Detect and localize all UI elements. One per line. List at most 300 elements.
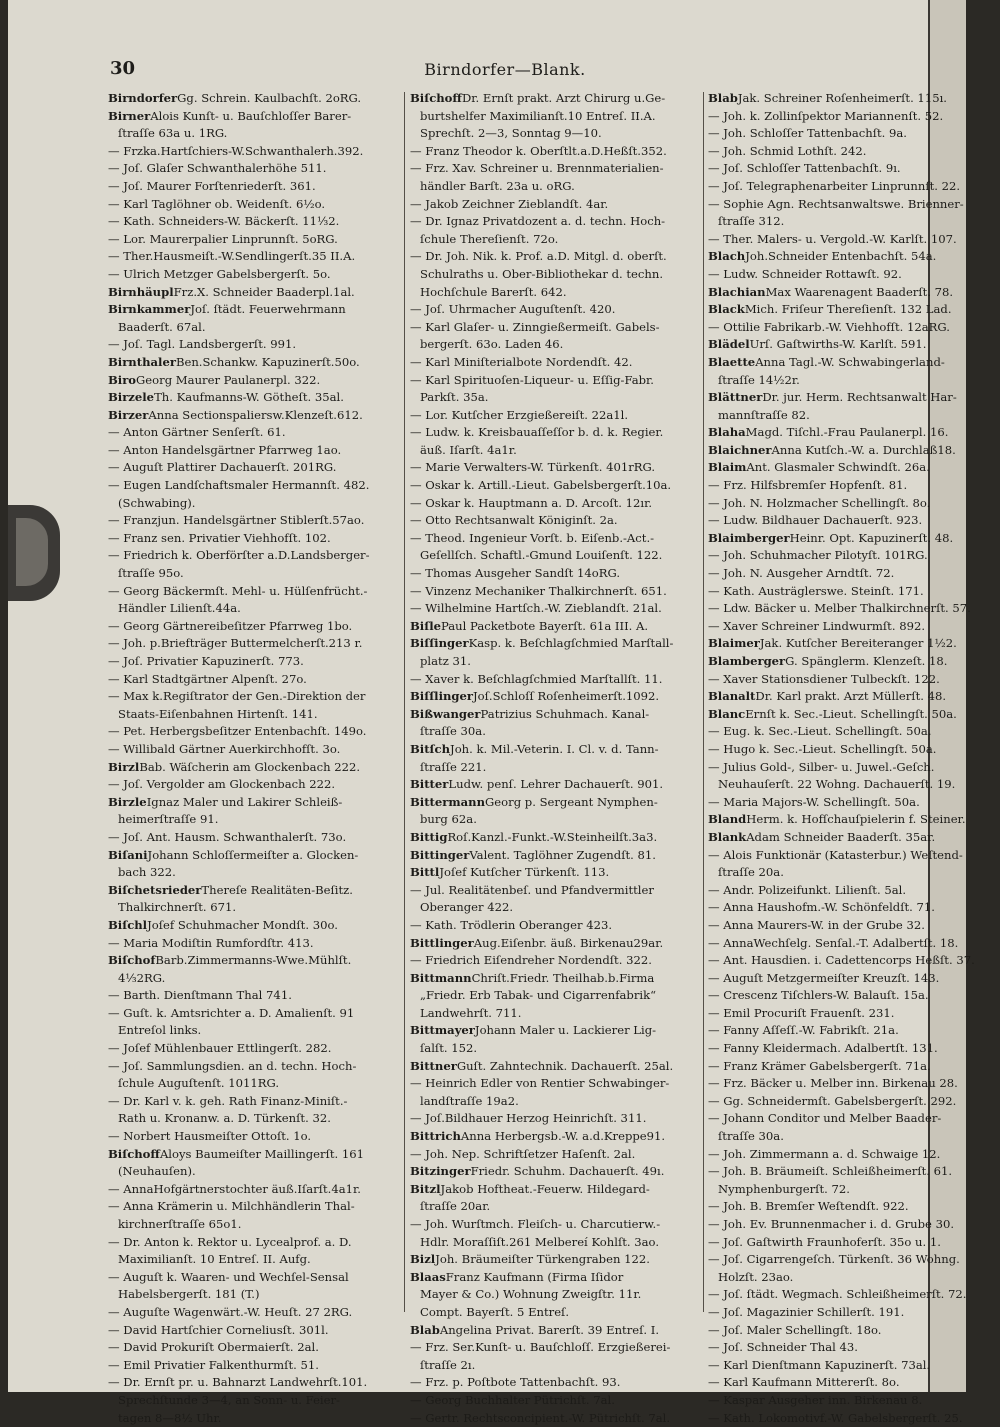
- directory-line: [108, 1146, 400, 1164]
- surname: Bland: [708, 812, 747, 827]
- directory-line: [410, 1392, 700, 1410]
- entry-text: Neuhauſerſt. 22 Wohng. Dachauerſt. 19.: [718, 777, 956, 792]
- entry-text: ſtraſſe 14½2r.: [718, 372, 800, 387]
- surname: Blaichner: [708, 442, 772, 457]
- directory-line: [410, 776, 700, 794]
- surname: Biſchof: [108, 953, 156, 968]
- directory-line: [410, 706, 700, 724]
- directory-line: [108, 1128, 400, 1146]
- entry-text: — Franzjun. Handelsgärtner Stiblerſt.57ao.: [108, 513, 365, 528]
- column-2: [410, 90, 700, 1425]
- entry-text: Anna Sectionspaliersw.Klenzeſt.612.: [148, 407, 363, 422]
- directory-line: [108, 1339, 400, 1357]
- entry-text: Landwehrſt. 711.: [420, 1005, 522, 1020]
- entry-text: — Willibald Gärtner Auerkirchhofſt. 3o.: [108, 741, 341, 756]
- entry-text: — Friedrich k. Oberförſter a.D.Landsberger-: [108, 548, 370, 563]
- surname: Bißwanger: [410, 706, 481, 721]
- directory-line: [108, 1322, 400, 1340]
- directory-line: [108, 1005, 400, 1023]
- directory-line: [410, 635, 700, 653]
- directory-line: [410, 108, 700, 126]
- entry-text: — Emil Procuriſt Frauenſt. 231.: [708, 1005, 895, 1020]
- entry-text: — Franz Theodor k. Oberſtlt.a.D.Heßſt.352.: [410, 143, 667, 158]
- entry-text: — Anton Handelsgärtner Pfarrweg 1ao.: [108, 442, 342, 457]
- directory-line: [708, 477, 964, 495]
- surname: Biſchetsrieder: [108, 882, 202, 897]
- directory-line: [708, 688, 964, 706]
- surname: Blanalt: [708, 689, 756, 704]
- surname: Bittner: [410, 1058, 457, 1073]
- entry-text: Barb.Zimmermanns-Wwe.Mühlſt.: [155, 953, 352, 968]
- directory-line: [708, 1322, 964, 1340]
- directory-line: [708, 970, 964, 988]
- entry-text: — Frz. Xav. Schreiner u. Brennmaterialien-: [410, 161, 664, 176]
- entry-text: Jak. Kutſcher Bereiteranger 1½2.: [759, 636, 957, 651]
- surname: Bittl: [410, 865, 440, 880]
- directory-line: [410, 618, 700, 636]
- entry-text: ſtraſſe 312.: [718, 214, 785, 229]
- entry-text: Jakob Hoftheat.-Feuerw. Hildegard-: [440, 1181, 650, 1196]
- entry-text: — Lor. Kutſcher Erzgießereiſt. 22a1l.: [410, 407, 629, 422]
- entry-text: — Guſt. k. Amtsrichter a. D. Amalienſt. 91: [108, 1005, 355, 1020]
- directory-line: [708, 723, 964, 741]
- entry-text: — Norbert Hausmeiſter Ottoſt. 1o.: [108, 1129, 312, 1144]
- entry-text: — Xaver k. Beſchlagſchmied Marſtallſt. 11.: [410, 671, 663, 686]
- directory-line: [410, 248, 700, 266]
- surname: Blaimer: [708, 636, 760, 651]
- entry-text: Jak. Schreiner Roſenheimerſt. 115ı.: [737, 91, 947, 105]
- running-head: Birndorfer—Blank.: [424, 60, 586, 79]
- directory-line: [108, 583, 400, 601]
- directory-line: [708, 178, 964, 196]
- surname: Bittmann: [410, 970, 472, 985]
- directory-line: [410, 1040, 700, 1058]
- entry-text: Thereſe Realitäten-Beſitz.: [201, 882, 353, 897]
- surname: Blättner: [708, 390, 763, 405]
- surname: Birnthaler: [108, 354, 176, 369]
- entry-text: Johann Schloſſermeiſter a. Glocken-: [147, 847, 359, 862]
- directory-line: [410, 864, 700, 882]
- directory-line: [108, 741, 400, 759]
- entry-text: — Pet. Herbergsbeſitzer Entenbachſt. 149o.: [108, 724, 367, 739]
- directory-line: [108, 847, 400, 865]
- surname: Biſchoff: [410, 91, 462, 105]
- directory-line: [708, 1058, 964, 1076]
- entry-text: Anna Tagl.-W. Schwabingerland-: [755, 354, 945, 369]
- entry-text: — Ldw. Bäcker u. Melber Thalkirchnerſt. 57.: [708, 601, 971, 616]
- directory-line: [708, 1357, 964, 1375]
- directory-line: [708, 952, 975, 970]
- entry-text: — Franz Krämer Gabelsbergerſt. 71a.: [708, 1058, 931, 1073]
- entry-text: — Ant. Hausdien. i. Cadettencorps Heßſt. 37.: [708, 953, 975, 968]
- directory-line: [410, 1286, 700, 1304]
- directory-line: [708, 389, 964, 407]
- entry-text: — Heinrich Edler von Rentier Schwabinger-: [410, 1076, 670, 1091]
- entry-text: — Fanny Kleidermach. Adalbertſt. 131.: [708, 1041, 938, 1056]
- directory-line: [708, 1163, 964, 1181]
- directory-line: [708, 213, 964, 231]
- directory-line: [108, 723, 400, 741]
- directory-line: [410, 759, 700, 777]
- surname: Birzl: [108, 759, 140, 774]
- directory-line: [108, 829, 400, 847]
- directory-line: [410, 1216, 700, 1234]
- column-rule: [404, 92, 405, 1312]
- entry-text: — Xaver Stationsdiener Tulbeckſt. 122.: [708, 671, 940, 686]
- directory-line: [410, 970, 700, 988]
- entry-text: — Ottilie Fabrikarb.-W. Viehhofſt. 12aRG.: [708, 319, 950, 334]
- entry-text: Valent. Taglöhner Zugendſt. 81.: [469, 847, 656, 862]
- directory-line: [708, 442, 964, 460]
- directory-line: [708, 530, 964, 548]
- entry-text: — Theod. Ingenieur Vorſt. b. Eiſenb.-Act.-: [410, 530, 655, 545]
- directory-line: [708, 635, 964, 653]
- entry-text: — Kaspar Ausgeher inn. Birkenau 8.: [708, 1392, 923, 1407]
- entry-text: — Frzka.Hartſchiers-W.Schwanthalerh.392.: [108, 143, 364, 158]
- entry-text: — Dr. Anton k. Rektor u. Lycealprof. a. D.: [108, 1234, 352, 1249]
- entry-text: — Joſ. Cigarrengeſch. Türkenſt. 36 Wohng.: [708, 1252, 960, 1267]
- directory-line: [108, 776, 400, 794]
- entry-text: — Karl Taglöhner ob. Weidenſt. 6½o.: [108, 196, 326, 211]
- directory-line: [708, 935, 964, 953]
- directory-line: [410, 495, 700, 513]
- entry-text: — Max k.Regiſtrator der Gen.-Direktion der: [108, 689, 366, 704]
- directory-line: [410, 301, 700, 319]
- entry-text: Ignaz Maler und Lakirer Schleiß-: [146, 794, 343, 809]
- entry-text: Chriſt.Friedr. Theilhab.b.Firma: [471, 970, 655, 985]
- entry-text: — Emil Privatier Falkenthurmſt. 51.: [108, 1357, 319, 1372]
- directory-line: [708, 1198, 964, 1216]
- directory-line: [108, 1410, 400, 1427]
- surname: Bittrich: [410, 1129, 461, 1144]
- entry-text: Kasp. k. Beſchlagſchmied Marſtall-: [468, 636, 674, 651]
- entry-text: — Eugen Landſchaftsmaler Hermannſt. 482.: [108, 478, 370, 493]
- entry-text: Sprechſtunde 3—4, an Sonn- u. Feier-: [118, 1392, 340, 1407]
- directory-line: [708, 1304, 964, 1322]
- directory-line: [108, 213, 400, 231]
- directory-line: [108, 935, 400, 953]
- directory-line: [108, 160, 400, 178]
- entry-text: — Ther. Malers- u. Vergold.-W. Karlſt. 107.: [708, 231, 957, 246]
- directory-line: [108, 952, 400, 970]
- entry-text: Alois Kunſt- u. Bauſchloſſer Barer-: [150, 108, 352, 123]
- entry-text: — Joh. Schmid Lothſt. 242.: [708, 143, 867, 158]
- entry-text: Oberanger 422.: [420, 900, 514, 915]
- directory-line: [708, 1269, 964, 1287]
- directory-line: [708, 266, 964, 284]
- surname: Bitter: [410, 777, 449, 792]
- directory-line: [108, 671, 400, 689]
- entry-text: — Georg Bäckermſt. Mehl- u. Hülſenfrücht.-: [108, 583, 368, 598]
- surname: Bittlinger: [410, 935, 474, 950]
- entry-text: — Oskar k. Artill.-Lieut. Gabelsbergerſt.10a.: [410, 478, 672, 493]
- entry-text: — Joſ. Privatier Kapuzinerſt. 773.: [108, 654, 304, 668]
- entry-text: G. Spänglerm. Klenzeſt. 18.: [785, 654, 948, 668]
- directory-line: [708, 1181, 964, 1199]
- entry-text: — Joſ. Magazinier Schillerſt. 191.: [708, 1304, 905, 1319]
- directory-line: [108, 794, 400, 812]
- directory-line: [410, 512, 700, 530]
- directory-line: [410, 723, 700, 741]
- directory-line: [410, 336, 700, 354]
- entry-text: — Auguſt Plattirer Dachauerſt. 201RG.: [108, 460, 337, 475]
- entry-text: — Joh. N. Holzmacher Schellingſt. 8o.: [708, 495, 931, 510]
- entry-text: — Auguſt k. Waaren- und Wechſel-Sensal: [108, 1269, 349, 1284]
- entry-text: Aug.Eiſenbr. äuß. Birkenau29ar.: [473, 935, 664, 950]
- directory-line: [410, 899, 700, 917]
- entry-text: Habelsbergerſt. 181 (T.): [118, 1287, 260, 1302]
- directory-line: [708, 125, 964, 143]
- entry-text: Franz Kaufmann (Firma Iſidor: [445, 1269, 624, 1284]
- entry-text: Herm. k. Hofſchauſpielerin f. Steiner.: [746, 812, 966, 827]
- directory-line: [108, 248, 400, 266]
- directory-line: [708, 143, 964, 161]
- directory-line: [108, 618, 400, 636]
- directory-line: [410, 547, 700, 565]
- directory-line: [108, 231, 400, 249]
- directory-line: [108, 1181, 400, 1199]
- entry-text: — Joſ. Ant. Hausm. Schwanthalerſt. 73o.: [108, 829, 347, 844]
- entry-text: ſchule Thereſienſt. 72o.: [420, 231, 559, 246]
- directory-line: [708, 459, 964, 477]
- directory-line: [410, 1198, 700, 1216]
- entry-text: — Thomas Ausgeher Sandſt 14oRG.: [410, 566, 621, 581]
- directory-line: [108, 284, 400, 302]
- entry-text: — Joh. p.Briefträger Buttermelcherſt.213 r.: [108, 636, 363, 651]
- entry-text: Patrizius Schuhmach. Kanal-: [480, 706, 650, 721]
- directory-line: [708, 231, 964, 249]
- entry-text: — David Hartſchier Corneliusſt. 301l.: [108, 1322, 329, 1337]
- entry-text: Max Waarenagent Baaderſt. 78.: [765, 284, 954, 299]
- surname: Blanc: [708, 706, 746, 721]
- entry-text: Hdlr. Moraſſiſt.261 Melbereí Kohlſt. 3ao.: [420, 1234, 660, 1249]
- entry-text: — Auguſt Metzgermeiſter Kreuzſt. 143.: [708, 970, 940, 985]
- entry-text: Hochſchule Barerſt. 642.: [420, 284, 567, 299]
- surname: Bitſch: [410, 741, 451, 756]
- directory-line: [410, 1163, 700, 1181]
- entry-text: — Andr. Polizeifunkt. Lilienſt. 5al.: [708, 882, 907, 897]
- surname: Blamberger: [708, 654, 786, 668]
- directory-line: [708, 1374, 964, 1392]
- entry-text: — Joſ. Schneider Thal 43.: [708, 1340, 858, 1355]
- directory-line: [410, 829, 700, 847]
- entry-text: Staats-Eiſenbahnen Hirtenſt. 141.: [118, 706, 318, 721]
- surname: Blaas: [410, 1269, 446, 1284]
- surname: Bitzl: [410, 1181, 441, 1196]
- directory-line: [108, 706, 400, 724]
- entry-text: — Frz. Ser.Kunſt- u. Bauſchloſſ. Erzgießerei-: [410, 1340, 671, 1355]
- entry-text: — Ulrich Metzger Gabelsbergerſt. 5o.: [108, 266, 331, 281]
- directory-line: [708, 671, 964, 689]
- surname: Blaette: [708, 354, 756, 369]
- entry-text: — Hugo k. Sec.-Lieut. Schellingſt. 50a.: [708, 741, 937, 756]
- directory-line: [108, 1286, 400, 1304]
- directory-line: [410, 530, 700, 548]
- directory-line: [708, 512, 964, 530]
- entry-text: — Friedrich Eiſendreher Nordendſt. 322.: [410, 953, 652, 968]
- entry-text: Rath u. Kronanw. a. D. Türkenſt. 32.: [118, 1111, 331, 1126]
- entry-text: Nymphenburgerſt. 72.: [718, 1181, 850, 1196]
- entry-text: Magd. Tiſchl.-Frau Paulanerpl. 16.: [745, 425, 949, 440]
- directory-line: [410, 477, 700, 495]
- entry-text: ſchule Auguſtenſt. 1011RG.: [118, 1076, 280, 1091]
- directory-line: [108, 970, 400, 988]
- surname: Blach: [708, 249, 746, 264]
- entry-text: — Joſ. Sammlungsdien. an d. techn. Hoch-: [108, 1058, 357, 1073]
- entry-text: Mich. Friſeur Thereſienſt. 132 Lad.: [744, 302, 952, 317]
- binder-clip-inner: [16, 518, 48, 586]
- entry-text: Ben.Schankw. Kapuzinerſt.50o.: [175, 354, 360, 369]
- entry-text: — Johann Conditor und Melber Baader-: [708, 1111, 942, 1126]
- directory-line: [108, 1216, 400, 1234]
- entry-text: Parkſt. 35a.: [420, 390, 489, 405]
- entry-text: Ludw. penſ. Lehrer Dachauerſt. 901.: [448, 777, 664, 792]
- directory-line: [410, 1269, 700, 1287]
- entry-text: — Joh. Schuhmacher Pilotyſt. 101RG.: [708, 548, 928, 563]
- entry-text: — Joh. N. Ausgeher Arndtſt. 72.: [708, 566, 895, 581]
- directory-line: [108, 143, 400, 161]
- entry-text: Heinr. Opt. Kapuzinerſt. 48.: [789, 530, 954, 545]
- surname: Bitzinger: [410, 1164, 471, 1179]
- entry-text: Mayer & Co.) Wohnung Zweigſtr. 11r.: [420, 1287, 642, 1302]
- entry-text: Händler Lilienſt.44a.: [118, 601, 241, 616]
- directory-line: [410, 143, 700, 161]
- directory-line: [108, 1075, 400, 1093]
- surname: Blank: [708, 829, 747, 844]
- entry-text: — Jul. Realitätenbeſ. und Pfandvermittler: [410, 882, 654, 897]
- directory-line: [410, 935, 700, 953]
- entry-text: Joh. Bräumeiſter Türkengraben 122.: [435, 1252, 650, 1267]
- directory-line: [410, 407, 700, 425]
- entry-text: — Karl Miniſterialbote Nordendſt. 42.: [410, 354, 633, 369]
- directory-line: [108, 1040, 400, 1058]
- surname: Biſſinger: [410, 636, 469, 651]
- column-3: [708, 90, 975, 1425]
- entry-text: — Kath. Trödlerin Oberanger 423.: [410, 917, 613, 932]
- directory-line: [410, 90, 700, 108]
- entry-text: — Dr. Ignaz Privatdozent a. d. techn. Hoch-: [410, 214, 666, 229]
- entry-text: — Joh. B. Bremſer Weſtendſt. 922.: [708, 1199, 909, 1214]
- directory-line: [108, 196, 400, 214]
- entry-text: — Anton Gärtner Senſerſt. 61.: [108, 425, 286, 440]
- entry-text: — Joſ.Bildhauer Herzog Heinrichſt. 311.: [410, 1111, 647, 1126]
- directory-line: [108, 1234, 400, 1252]
- directory-line: [108, 389, 400, 407]
- directory-line: [708, 90, 964, 108]
- entry-text: Joh.Schneider Entenbachſt. 54a.: [745, 249, 937, 264]
- surname: Blab: [410, 1322, 440, 1337]
- directory-line: [108, 688, 400, 706]
- surname: Bittermann: [410, 794, 486, 809]
- entry-text: — Anna Haushofm.-W. Schönfeldſt. 71.: [708, 900, 935, 915]
- directory-line: [108, 354, 400, 372]
- entry-text: — Gg. Schneidermſt. Gabelsbergerſt. 292.: [708, 1093, 957, 1108]
- directory-line: [410, 424, 700, 442]
- entry-text: — Marie Verwalters-W. Türkenſt. 401rRG.: [410, 460, 656, 475]
- entry-text: — Lor. Maurerpalier Linprunnſt. 5oRG.: [108, 231, 338, 246]
- entry-text: — AnnaWechſelg. Senſal.-T. Adalbertſt. 18.: [708, 935, 959, 950]
- entry-text: — Dr. Ernſt pr. u. Bahnarzt Landwehrſt.101.: [108, 1375, 368, 1390]
- surname: Birndorfer: [108, 91, 178, 105]
- directory-line: [708, 336, 964, 354]
- entry-text: — Ther.Hausmeiſt.-W.Sendlingerſt.35 II.A.: [108, 249, 356, 264]
- directory-line: [108, 1198, 400, 1216]
- entry-text: — Karl Kaufmann Mittererſt. 8o.: [708, 1375, 900, 1390]
- surname: Biſle: [410, 618, 441, 633]
- directory-line: [708, 917, 964, 935]
- directory-line: [708, 987, 964, 1005]
- surname: Blachian: [708, 284, 766, 299]
- directory-line: [108, 319, 400, 337]
- directory-line: [410, 952, 700, 970]
- directory-line: [108, 372, 400, 390]
- directory-line: [410, 213, 700, 231]
- entry-text: — Fanny Aſſeſſ.-W. Fabrikſt. 21a.: [708, 1023, 899, 1038]
- entry-text: Maximilianſt. 10 Entreſ. II. Aufg.: [118, 1252, 311, 1267]
- directory-line: [108, 1110, 400, 1128]
- entry-text: Joſ. ſtädt. Feuerwehrmann: [190, 302, 346, 317]
- entry-text: — Joh. Ev. Brunnenmacher i. d. Grube 30.: [708, 1217, 955, 1231]
- directory-line: [708, 583, 964, 601]
- entry-text: — Joh. B. Bräumeiſt. Schleißheimerſt. 61.: [708, 1164, 953, 1179]
- page-number: 30: [110, 58, 136, 79]
- directory-line: [708, 1040, 964, 1058]
- entry-text: ſtraſſe 221.: [420, 759, 487, 774]
- entry-text: ſtraſſe 2ı.: [420, 1357, 476, 1372]
- entry-text: — Frz. Hilfsbremſer Hopfenſt. 81.: [708, 478, 908, 493]
- entry-text: — Alois Funktionär (Katasterbur.) Weſtend-: [708, 847, 963, 862]
- entry-text: Joh. k. Mil.-Veterin. I. Cl. v. d. Tann-: [450, 741, 659, 756]
- directory-line: [708, 1128, 964, 1146]
- directory-line: [708, 1075, 964, 1093]
- directory-line: [708, 160, 964, 178]
- entry-text: „Friedr. Erb Tabak- und Cigarrenfabrik“: [420, 988, 657, 1003]
- directory-line: [410, 1339, 700, 1357]
- directory-line: [410, 671, 700, 689]
- entry-text: — Oskar k. Hauptmann a. D. Arcoſt. 12ır.: [410, 495, 653, 510]
- surname: Bittig: [410, 829, 448, 844]
- directory-line: [708, 301, 964, 319]
- surname: Birzle: [108, 794, 147, 809]
- directory-line: [708, 1392, 964, 1410]
- directory-line: [708, 1005, 964, 1023]
- directory-line: [410, 1005, 700, 1023]
- entry-text: — Joh. Nep. Schriftſetzer Haſenſt. 2al.: [410, 1146, 636, 1161]
- entry-text: Angelina Privat. Barerſt. 39 Entreſ. I.: [439, 1322, 660, 1337]
- directory-line: [708, 1022, 964, 1040]
- directory-line: [108, 1058, 400, 1076]
- directory-line: [108, 90, 400, 108]
- directory-line: [708, 847, 964, 865]
- entry-text: — Barth. Dienſtmann Thal 741.: [108, 988, 292, 1003]
- directory-line: [708, 811, 964, 829]
- directory-line: [708, 372, 964, 390]
- directory-line: [410, 459, 700, 477]
- page-header: [110, 58, 900, 84]
- entry-text: Ernſt k. Sec.-Lieut. Schellingſt. 50a.: [745, 706, 957, 721]
- surname: Blab: [708, 91, 738, 105]
- directory-line: [410, 882, 700, 900]
- entry-text: Johann Maler u. Lackierer Lig-: [474, 1023, 657, 1038]
- entry-text: Georg Maurer Paulanerpl. 322.: [136, 372, 321, 387]
- directory-line: [108, 266, 400, 284]
- directory-line: [108, 1022, 400, 1040]
- directory-line: [708, 1093, 964, 1111]
- directory-line: [410, 1234, 700, 1252]
- directory-line: [410, 917, 700, 935]
- directory-line: [708, 706, 964, 724]
- directory-line: [108, 1251, 400, 1269]
